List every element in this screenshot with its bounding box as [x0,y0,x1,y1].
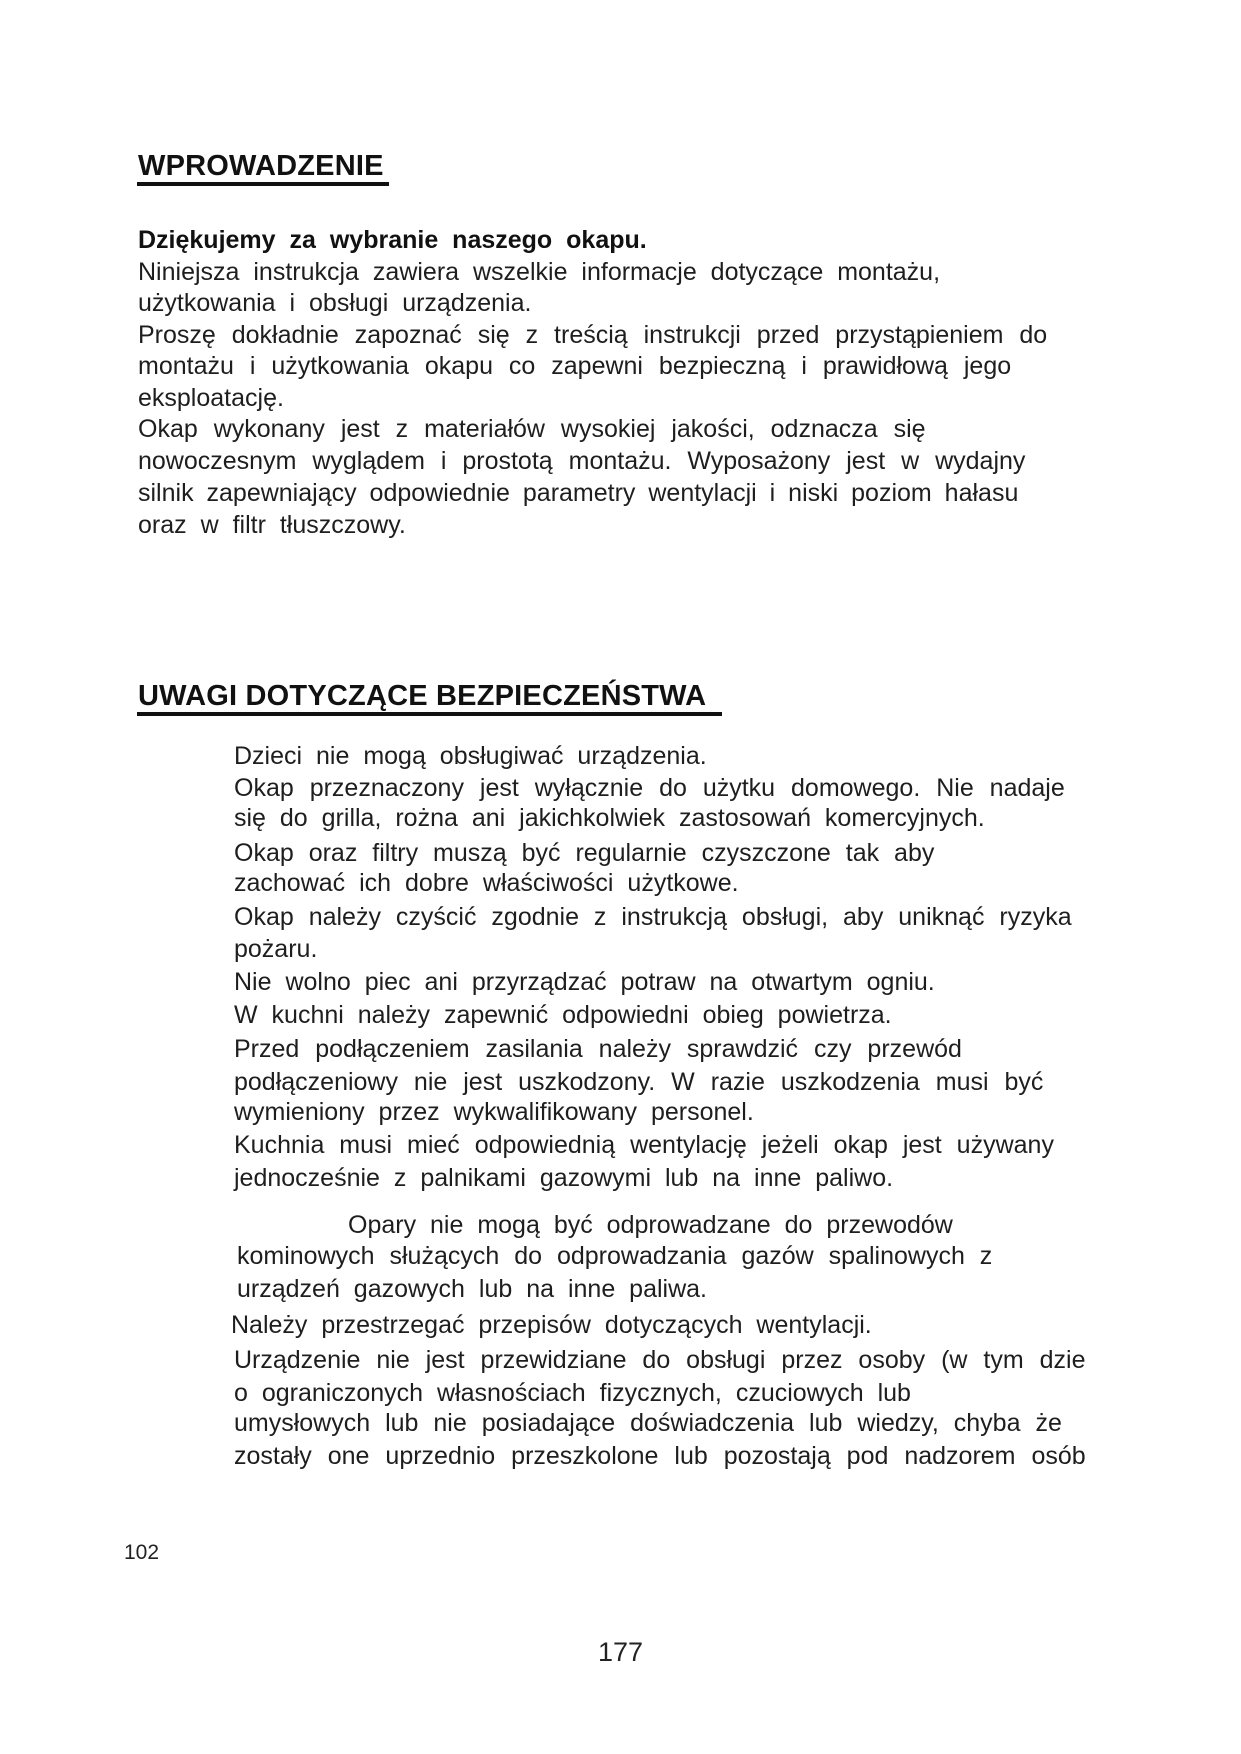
page-number: 177 [598,1637,644,1667]
safety-heading-underline [137,712,722,716]
intro-heading: WPROWADZENIE [138,150,384,182]
safety-line: podłączeniowy nie jest uszkodzony. W razie uszkodzenia musi być [234,1068,1044,1096]
safety-line: Okap należy czyścić zgodnie z instrukcją obsługi, aby uniknąć ryzyka [234,903,1072,931]
safety-line: zachować ich dobre właściwości użytkowe. [234,869,739,897]
safety-line: Dzieci nie mogą obsługiwać urządzenia. [234,742,707,770]
safety-line: Należy przestrzegać przepisów dotyczących wentylacji. [231,1311,872,1339]
safety-line: Okap przeznaczony jest wyłącznie do użytku domowego. Nie nadaje [234,774,1065,802]
safety-line: pożaru. [234,935,318,963]
safety-line: umysłowych lub nie posiadające doświadczenia lub wiedzy, chyba że [234,1409,1062,1437]
safety-line: się do grilla, rożna ani jakichkolwiek zastosowań komercyjnych. [234,804,985,832]
safety-line: zostały one uprzednio przeszkolone lub pozostają pod nadzorem osób [234,1442,1086,1470]
intro-line: eksploatację. [138,384,284,412]
safety-line: Nie wolno piec ani przyrządzać potraw na otwartym ogniu. [234,968,935,996]
intro-line: Okap wykonany jest z materiałów wysokiej jakości, odznacza się [138,415,926,443]
safety-line: Kuchnia musi mieć odpowiednią wentylację jeżeli okap jest używany [234,1131,1054,1159]
safety-line: kominowych służących do odprowadzania gazów spalinowych z [237,1242,993,1270]
intro-line: użytkowania i obsługi urządzenia. [138,289,532,317]
safety-line: Opary nie mogą być odprowadzane do przewodów [348,1211,953,1239]
safety-line: Urządzenie nie jest przewidziane do obsługi przez osoby (w tym dzie [234,1346,1086,1374]
safety-line: jednocześnie z palnikami gazowymi lub na inne paliwo. [234,1164,894,1192]
safety-line: wymieniony przez wykwalifikowany personel. [234,1098,754,1126]
intro-line: silnik zapewniający odpowiednie parametry wentylacji i niski poziom hałasu [138,479,1019,507]
safety-line: W kuchni należy zapewnić odpowiedni obieg powietrza. [234,1001,892,1029]
safety-line: Przed podłączeniem zasilania należy sprawdzić czy przewód [234,1035,962,1063]
intro-line: Dziękujemy za wybranie naszego okapu. [138,226,647,254]
intro-line: Proszę dokładnie zapoznać się z treścią instrukcji przed przystąpieniem do [138,321,1048,349]
safety-line: o ograniczonych własnościach fizycznych, czuciowych lub [234,1379,911,1407]
intro-line: oraz w filtr tłuszczowy. [138,511,406,539]
original-page-number: 102 [124,1541,160,1564]
safety-line: urządzeń gazowych lub na inne paliwa. [237,1275,707,1303]
intro-line: nowoczesnym wyglądem i prostotą montażu. Wyposażony jest w wydajny [138,447,1026,475]
intro-line: Niniejsza instrukcja zawiera wszelkie informacje dotyczące montażu, [138,258,941,286]
safety-line: Okap oraz filtry muszą być regularnie czyszczone tak aby [234,839,935,867]
safety-heading: UWAGI DOTYCZĄCE BEZPIECZEŃSTWA [138,680,707,712]
intro-line: montażu i użytkowania okapu co zapewni bezpieczną i prawidłową jego [138,352,1012,380]
intro-heading-underline [137,182,389,186]
